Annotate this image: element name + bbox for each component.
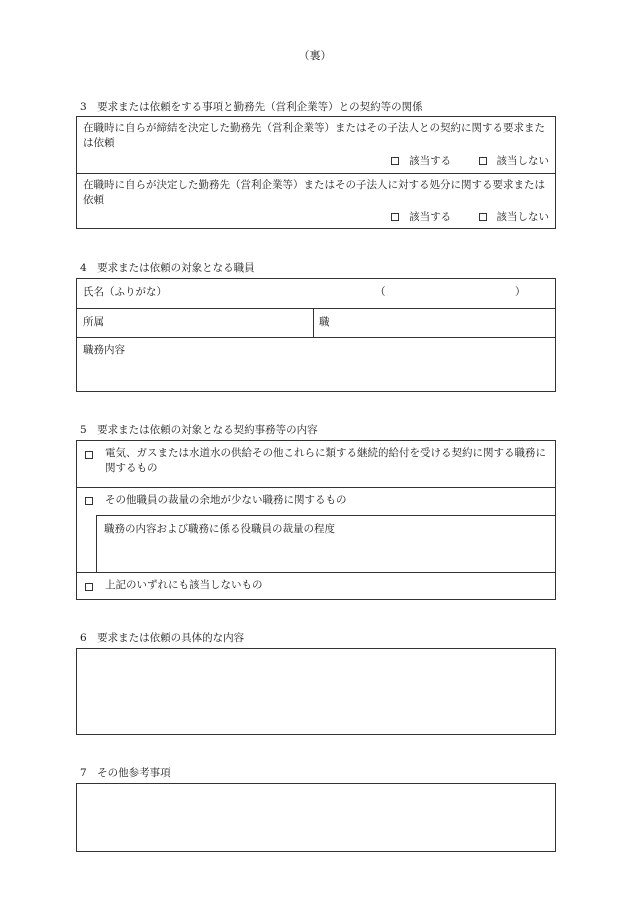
kana-open-paren: （ (375, 286, 386, 298)
affiliation-row (77, 308, 555, 337)
checkbox[interactable] (85, 583, 93, 591)
other-reference-field[interactable] (76, 783, 556, 852)
option-not-applicable[interactable] (479, 154, 550, 169)
option-low-discretion (77, 487, 555, 515)
checkbox[interactable] (479, 213, 487, 221)
affiliation-label: 所属 (83, 316, 104, 328)
section-4-table (76, 278, 556, 392)
section-3-row-text: 在職時に自らが決定した勤務先（営利企業等）またはその子法人に対する処分に関する要求または依頼 (83, 179, 545, 207)
checkbox[interactable] (479, 157, 487, 165)
section-3-heading: 3 要求または依頼をする事項と勤務先（営利企業等）との契約等の関係 (80, 101, 423, 113)
checkbox[interactable] (391, 213, 399, 221)
section-3-row-choices (367, 210, 549, 225)
checkbox[interactable] (391, 157, 399, 165)
section-3-row-choices (367, 154, 549, 169)
section-5-table (76, 440, 556, 600)
checkbox[interactable] (85, 451, 93, 459)
section-3-row-disposition (77, 173, 555, 229)
section-5-heading: 5 要求または依頼の対象となる契約事務等の内容 (80, 424, 318, 436)
position-label: 職 (319, 316, 330, 328)
cell-divider (96, 516, 97, 572)
kana-close-paren: ） (515, 286, 526, 298)
section-3-table (76, 116, 556, 229)
section-3-row-contract (77, 117, 555, 173)
option-label: その他職員の裁量の余地が少ない職務に関するもの (105, 494, 347, 506)
section-7-heading: 7 その他参考事項 (80, 767, 171, 779)
cell-divider (313, 309, 314, 337)
duties-row (77, 337, 555, 392)
option-applicable[interactable] (391, 210, 451, 225)
option-label: 該当する (409, 155, 452, 167)
page-title: （裏） (298, 49, 332, 62)
option-utility-contracts (77, 441, 555, 487)
option-label: 該当しない (496, 155, 549, 167)
option-not-applicable[interactable] (479, 210, 550, 225)
specific-content-field[interactable] (76, 648, 556, 735)
duties-label: 職務内容 (83, 344, 125, 356)
option-applicable[interactable] (391, 154, 451, 169)
name-label: 氏名（ふりがな） (83, 286, 167, 298)
option-label: 電気、ガスまたは水道水の供給その他これらに類する継続的給付を受ける契約に関する職務に関するもの (105, 447, 546, 475)
option-label: 該当する (409, 211, 452, 223)
checkbox[interactable] (85, 497, 93, 505)
section-6-heading: 6 要求または依頼の具体的な内容 (80, 632, 245, 644)
section-4-heading: 4 要求または依頼の対象となる職員 (80, 262, 255, 274)
section-3-row-text: 在職時に自らが締結を決定した勤務先（営利企業等）またはその子法人との契約に関する要求または依頼 (83, 122, 545, 150)
name-row (77, 279, 555, 308)
discretion-detail-field[interactable] (96, 515, 555, 572)
option-label: 該当しない (496, 211, 549, 223)
option-none-apply (77, 572, 555, 601)
discretion-detail-label: 職務の内容および職務に係る役職員の裁量の程度 (104, 523, 335, 535)
option-label: 上記のいずれにも該当しないもの (105, 579, 263, 591)
